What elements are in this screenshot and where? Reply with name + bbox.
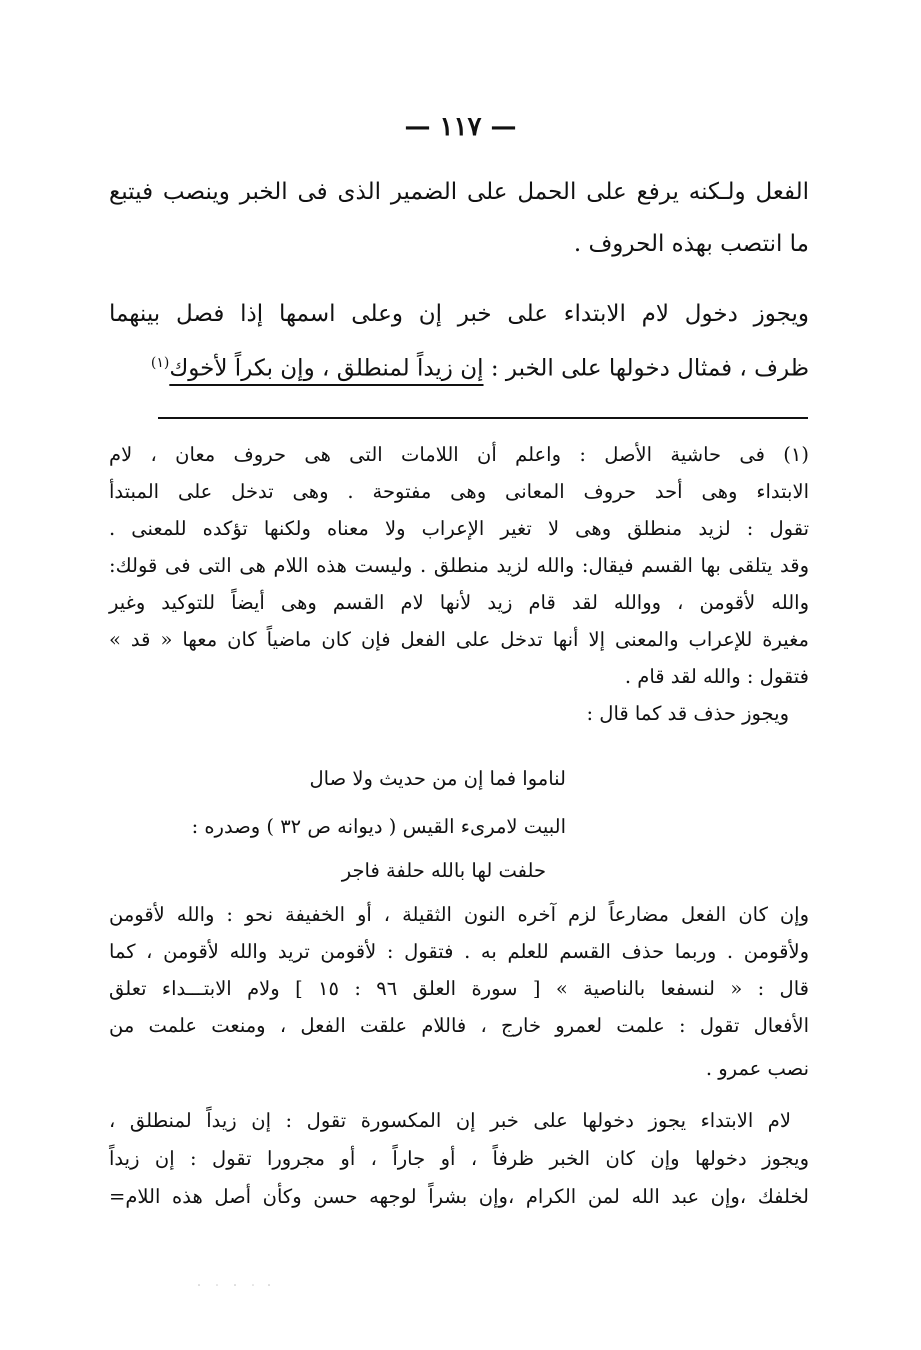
footnote-line-4: وقد يتلقى بها القسم فيقال: والله لزيد منطلق . وليست هذه اللام هى التى فى قولك:	[109, 554, 809, 577]
footnote-line-5: والله لأقومن ، ووالله لقد قام زيد لأنها لام القسم وهى أيضاً للتوكيد وغير	[109, 591, 809, 614]
example-sentence-underlined: إن زيداً لمنطلق ، وإن بكراً لأخوك	[169, 355, 484, 382]
main-paragraph-2-line-1: ويجوز دخول لام الابتداء على خبر إن وعلى اسمها إذا فصل بينهما	[109, 301, 809, 327]
footnote-line-3: تقول : لزيد منطلق وهى لا تغير الإعراب ولا معناه ولكنها تؤكده للمعنى .	[109, 517, 809, 540]
footnote-line-9: وإن كان الفعل مضارعاً لزم آخره النون الثقيلة ، أو الخفيفة نحو : والله لأقومن	[109, 903, 809, 926]
footnote-line-12: الأفعال تقول : علمت لعمرو خارج ، فاللام علقت الفعل ، ومنعت علمت من	[109, 1014, 809, 1037]
footnote-separator	[158, 417, 808, 419]
verse-line-1: لناموا فما إن من حديث ولا صال	[309, 767, 566, 790]
footnote-line-11: قال : « لنسفعا بالناصية » [ سورة العلق ٩٦ : ١٥ ] ولام الابتـــداء تعلق	[109, 977, 809, 1000]
footnote-line-10: ولأقومن . وربما حذف القسم للعلم به . فتقول : لأقومن تريد والله لأقومن ، كما	[109, 940, 809, 963]
footnote-line-7: فتقول : والله لقد قام .	[624, 665, 809, 688]
main-paragraph-1-line-2: ما انتصب بهذه الحروف .	[573, 231, 809, 257]
footnote-line-2: الابتداء وهى أحد حروف المعانى وهى مفتوحة . وهى تدخل على المبتدأ	[109, 480, 809, 503]
footnote-line-13: نصب عمرو .	[705, 1057, 809, 1080]
footnote-line-15: ويجوز دخولها وإن كان الخبر ظرفاً ، أو جاراً ، أو مجرورا تقول : إن زيداً	[109, 1147, 809, 1170]
footnote-marker: (١)	[150, 355, 170, 371]
footnote-line-14: لام الابتداء يجوز دخولها على خبر إن المكسورة تقول : إن زيداً لمنطلق ،	[109, 1109, 791, 1132]
scan-speck-marks	[195, 1283, 275, 1287]
verse-line-2: حلفت لها بالله حلفة فاجر	[341, 859, 546, 882]
footnote-line-16: لخلفك ،وإن عبد الله لمن الكرام ،وإن بشراً لوجهه حسن وكأن أصل هذه اللام=	[109, 1185, 809, 1208]
page-number: — ١١٧ —	[404, 112, 517, 142]
main-paragraph-1-line-1: الفعل ولـكنه يرفع على الحمل على الضمير الذى فى الخبر وينصب فيتبع	[109, 179, 809, 205]
main-paragraph-2-line-2-start: ظرف ، فمثال دخولها على الخبر :	[490, 355, 809, 382]
footnote-line-1: (١) فى حاشية الأصل : واعلم أن اللامات التى هى حروف معان ، لام	[109, 443, 809, 466]
verse-attribution: البيت لامرىء القيس ( ديوانه ص ٣٢ ) وصدره :	[191, 815, 566, 838]
footnote-line-6: مغيرة للإعراب والمعنى إلا أنها تدخل على الفعل فإن كان ماضياً كان معها « قد »	[109, 628, 809, 651]
main-paragraph-2-line-2	[109, 343, 809, 389]
footnote-line-8: ويجوز حذف قد كما قال :	[586, 702, 789, 725]
